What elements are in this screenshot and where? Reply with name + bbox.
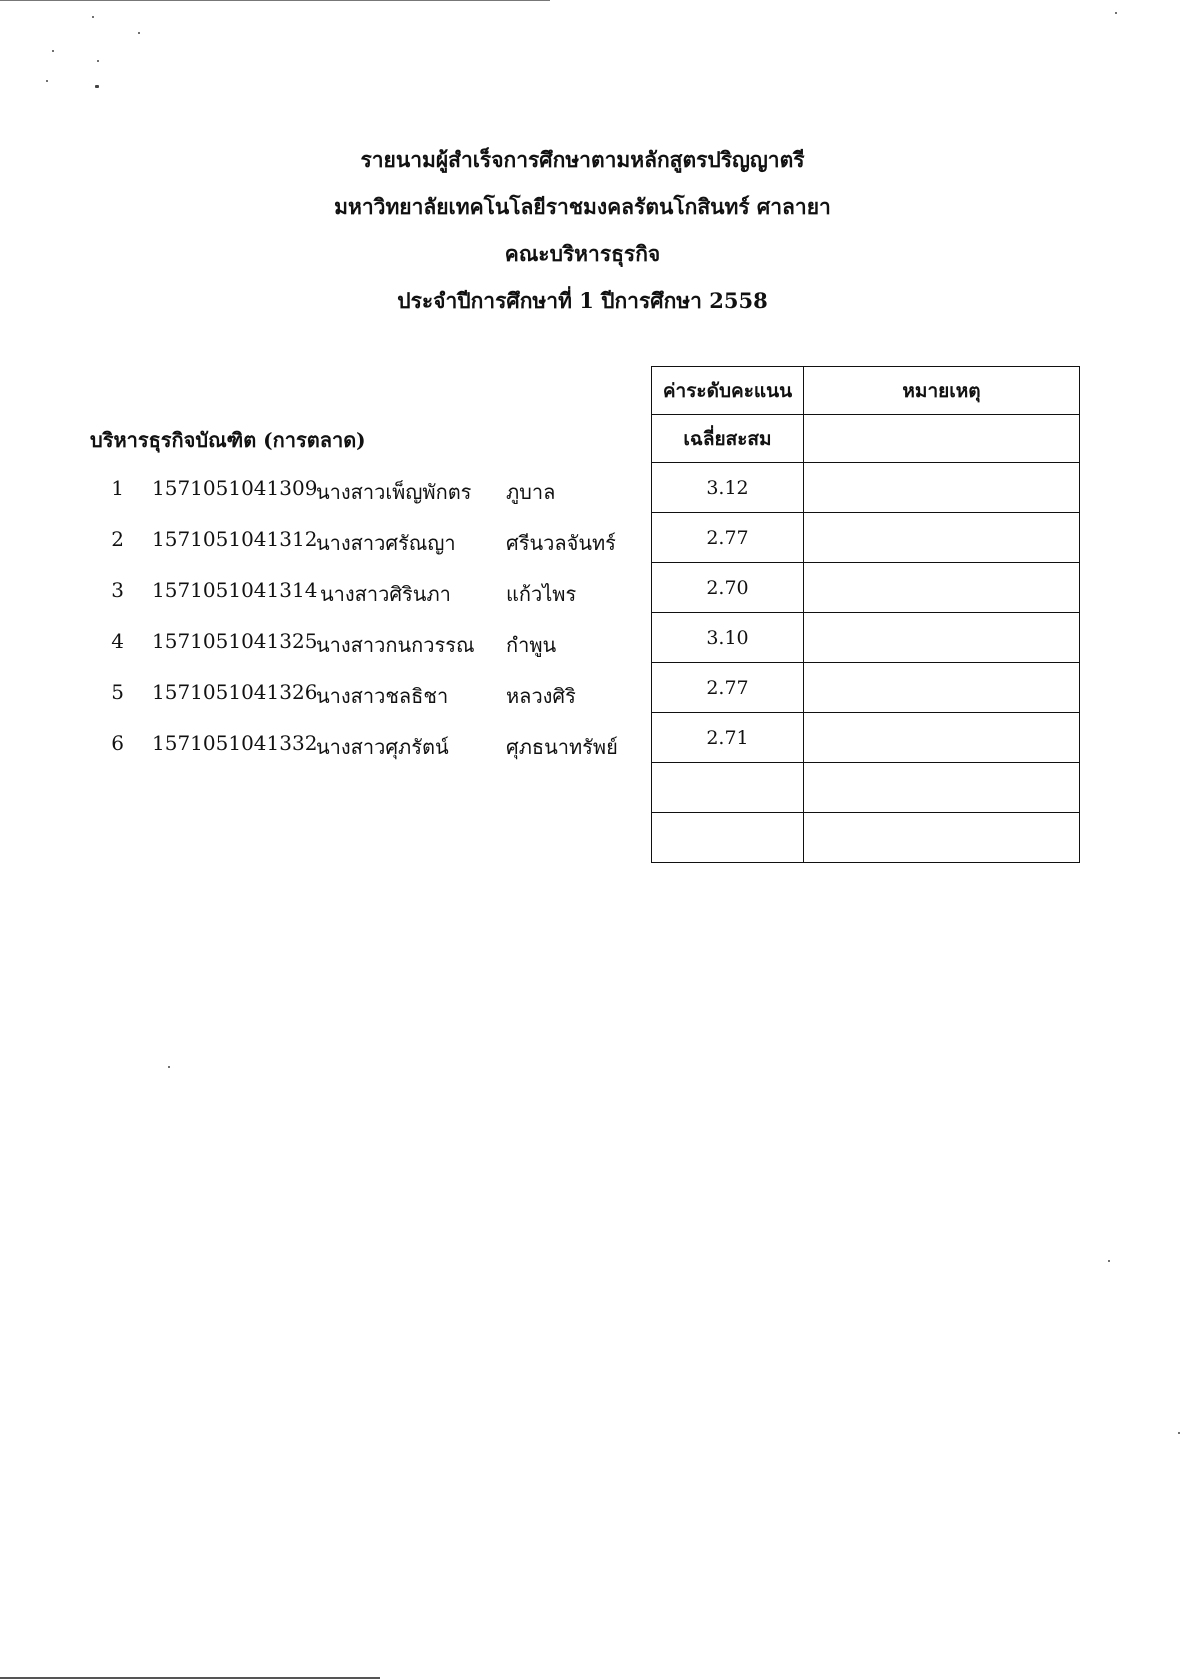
student-number: 6	[111, 731, 124, 755]
student-number: 3	[111, 578, 124, 602]
title-line: ประจำปีการศึกษาที่ 1 ปีการศึกษา 2558	[397, 288, 768, 313]
student-id: 1571051041309	[152, 476, 318, 500]
program-heading: บริหารธุรกิจบัณฑิต (การตลาด)	[90, 428, 366, 452]
table-row	[652, 613, 1080, 663]
student-id: 1571051041332	[152, 731, 318, 755]
title-line: รายนามผู้สำเร็จการศึกษาตามหลักสูตรปริญญาตรี	[360, 147, 805, 172]
scan-speck	[1178, 1432, 1180, 1434]
student-last-name: ศรีนวลจันทร์	[506, 531, 616, 555]
student-row	[0, 721, 652, 772]
table-header-row	[652, 415, 1080, 463]
note-cell	[804, 613, 1080, 663]
note-cell	[804, 563, 1080, 613]
student-first-name: นางสาวชลธิชา	[316, 684, 449, 708]
table-row	[652, 563, 1080, 613]
note-header: หมายเหตุ	[804, 367, 1080, 415]
student-last-name: กำพูน	[506, 633, 557, 657]
title-line: มหาวิทยาลัยเทคโนโลยีราชมงคลรัตนโกสินทร์ ศาลายา	[334, 194, 831, 219]
note-cell	[804, 763, 1080, 813]
note-cell	[804, 513, 1080, 563]
student-row	[0, 670, 652, 721]
student-id: 1571051041314	[152, 578, 318, 602]
scan-speck	[92, 16, 94, 18]
scan-speck	[52, 50, 54, 52]
student-list	[0, 466, 652, 772]
table-header-row	[652, 367, 1080, 415]
note-header-blank	[804, 415, 1080, 463]
table-row	[652, 463, 1080, 513]
student-number: 1	[111, 476, 124, 500]
gpa-cell: 3.12	[652, 463, 804, 513]
student-id: 1571051041312	[152, 527, 318, 551]
scan-speck	[1108, 1260, 1110, 1262]
scan-edge-top	[0, 0, 550, 1]
student-last-name: ภูบาล	[506, 480, 556, 504]
title-line: คณะบริหารธุรกิจ	[504, 241, 661, 266]
student-first-name: นางสาวเพ็ญพักตร	[316, 480, 472, 504]
student-first-name: นางสาวศุภรัตน์	[316, 735, 449, 759]
scan-speck	[1115, 12, 1117, 14]
gpa-cell: 3.10	[652, 613, 804, 663]
document-title	[0, 136, 1165, 324]
gpa-header-line1: ค่าระดับคะแนน	[652, 367, 804, 415]
student-id: 1571051041325	[152, 629, 318, 653]
scan-edge-bottom	[0, 1677, 380, 1679]
gpa-cell	[652, 763, 804, 813]
scan-speck	[97, 60, 99, 62]
gpa-table	[651, 366, 1080, 863]
gpa-cell: 2.71	[652, 713, 804, 763]
student-row	[0, 466, 652, 517]
student-last-name: แก้วไพร	[506, 582, 577, 606]
note-cell	[804, 813, 1080, 863]
student-first-name: นางสาวกนกวรรณ	[316, 633, 475, 657]
table-row	[652, 663, 1080, 713]
table-row-empty	[652, 763, 1080, 813]
gpa-cell: 2.77	[652, 663, 804, 713]
student-row	[0, 568, 652, 619]
student-last-name: ศุภธนาทรัพย์	[506, 735, 618, 759]
table-row	[652, 713, 1080, 763]
note-cell	[804, 463, 1080, 513]
note-cell	[804, 663, 1080, 713]
gpa-cell	[652, 813, 804, 863]
gpa-header-line2: เฉลี่ยสะสม	[652, 415, 804, 463]
scan-speck	[168, 1066, 170, 1068]
gpa-cell: 2.77	[652, 513, 804, 563]
student-first-name: นางสาวศรัณญา	[316, 531, 456, 555]
student-first-name: นางสาวศิรินภา	[320, 582, 451, 606]
student-last-name: หลวงศิริ	[506, 684, 576, 708]
scan-speck	[46, 80, 48, 82]
scan-speck	[95, 85, 99, 88]
student-number: 4	[111, 629, 124, 653]
scan-speck	[138, 32, 140, 34]
student-number: 5	[111, 680, 124, 704]
table-row	[652, 513, 1080, 563]
student-row	[0, 619, 652, 670]
student-id: 1571051041326	[152, 680, 318, 704]
gpa-cell: 2.70	[652, 563, 804, 613]
table-row-empty	[652, 813, 1080, 863]
note-cell	[804, 713, 1080, 763]
student-row	[0, 517, 652, 568]
student-number: 2	[111, 527, 124, 551]
